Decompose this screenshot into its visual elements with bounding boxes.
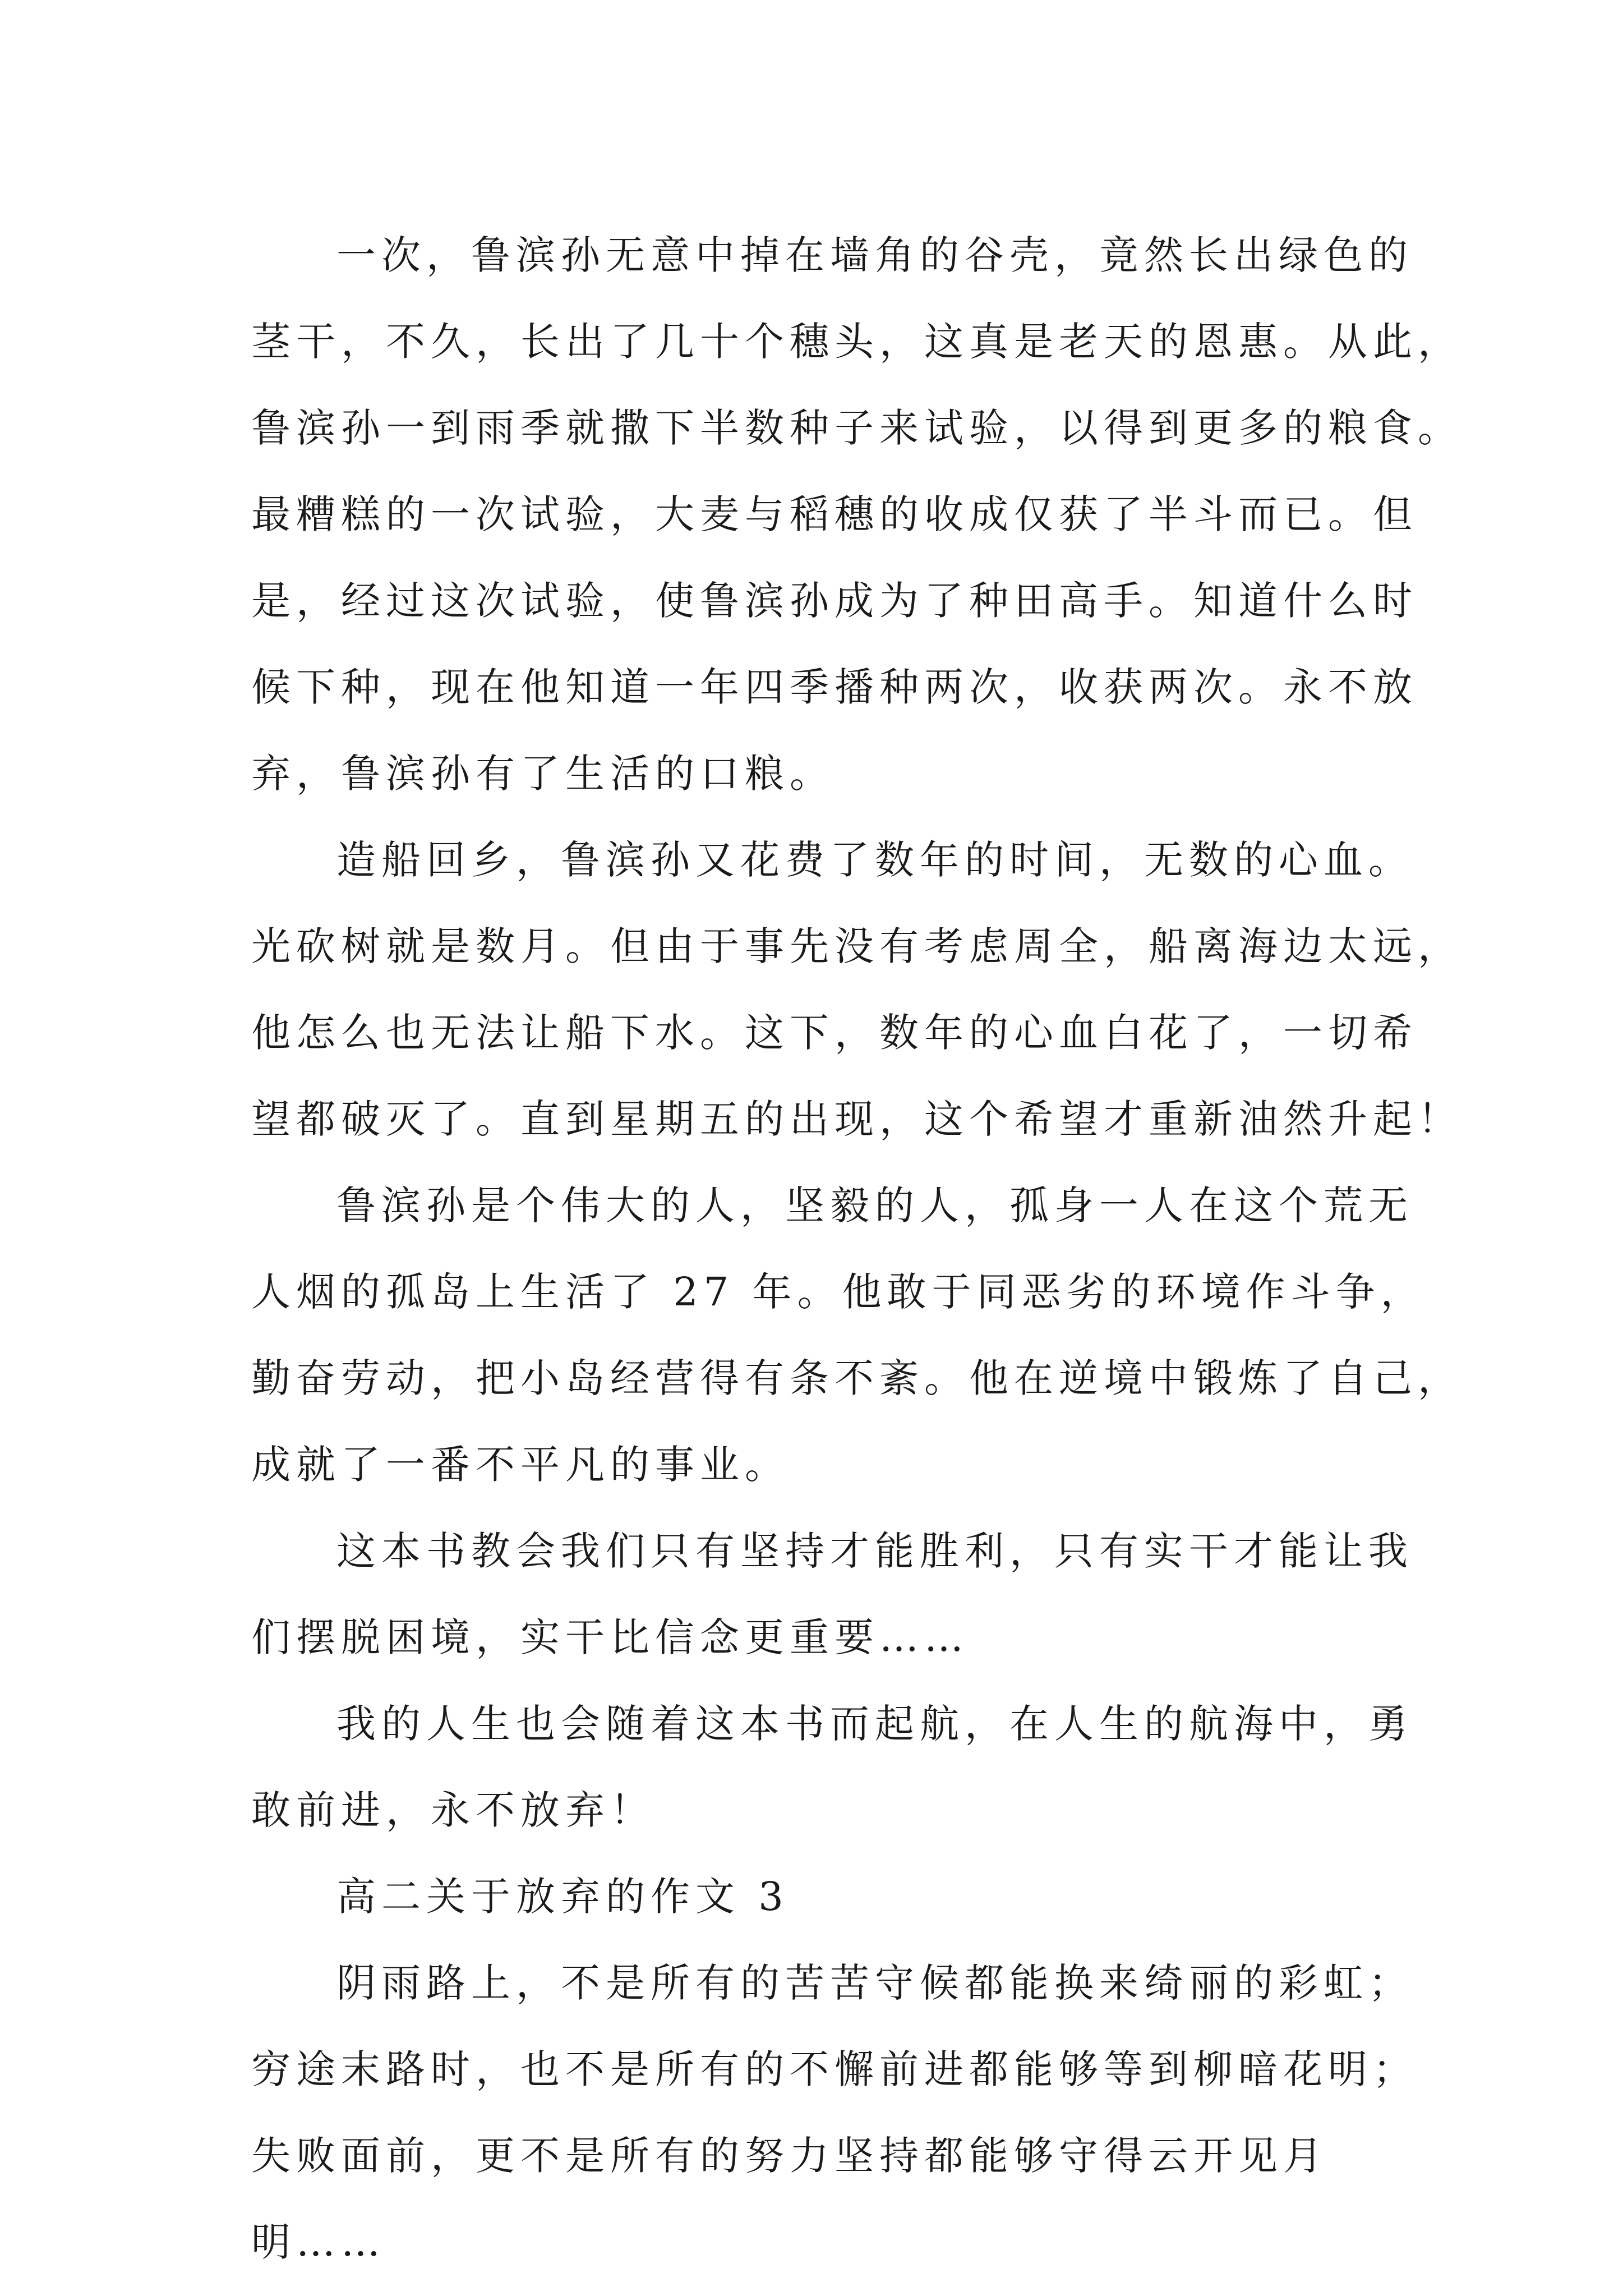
text-line: 明…… bbox=[251, 2219, 386, 2265]
text-line: 敢前进，永不放弃！ bbox=[251, 1787, 655, 1833]
document-body bbox=[251, 212, 1463, 2285]
text-line: 茎干，不久，长出了几十个穗头，这真是老天的恩惠。从此， bbox=[251, 319, 1463, 365]
text-line: 一次，鲁滨孙无意中掉在墙角的谷壳，竟然长出绿色的 bbox=[336, 232, 1413, 278]
text-line: 人烟的孤岛上生活了 27 年。他敢于同恶劣的环境作斗争， bbox=[251, 1269, 1426, 1315]
text-line: 我的人生也会随着这本书而起航，在人生的航海中，勇 bbox=[336, 1701, 1413, 1747]
text-line: 鲁滨孙是个伟大的人，坚毅的人，孤身一人在这个荒无 bbox=[336, 1182, 1413, 1228]
paragraph-6 bbox=[251, 1940, 1418, 2285]
text-line: 成就了一番不平凡的事业。 bbox=[251, 1442, 790, 1488]
text-line: 们摆脱困境，实干比信念更重要…… bbox=[251, 1614, 969, 1660]
section-heading bbox=[251, 1853, 1418, 1940]
text-line: 他怎么也无法让船下水。这下，数年的心血白花了，一切希 bbox=[251, 1010, 1418, 1056]
paragraph-1 bbox=[251, 212, 1463, 817]
text-line: 候下种，现在他知道一年四季播种两次，收获两次。永不放 bbox=[251, 664, 1418, 710]
paragraph-3 bbox=[251, 1162, 1463, 1508]
text-line: 光砍树就是数月。但由于事先没有考虑周全，船离海边太远， bbox=[251, 923, 1463, 969]
text-line: 望都破灭了。直到星期五的出现，这个希望才重新油然升起！ bbox=[251, 1096, 1463, 1142]
heading-line: 高二关于放弃的作文 3 bbox=[336, 1874, 789, 1920]
text-line: 勤奋劳动，把小岛经营得有条不紊。他在逆境中锻炼了自己， bbox=[251, 1355, 1463, 1401]
text-line: 是，经过这次试验，使鲁滨孙成为了种田高手。知道什么时 bbox=[251, 578, 1418, 624]
text-line: 弃，鲁滨孙有了生活的口粮。 bbox=[251, 751, 834, 797]
paragraph-5 bbox=[251, 1681, 1418, 1853]
text-line: 鲁滨孙一到雨季就撒下半数种子来试验，以得到更多的粮食。 bbox=[251, 405, 1463, 451]
text-line: 这本书教会我们只有坚持才能胜利，只有实干才能让我 bbox=[336, 1528, 1413, 1574]
text-line: 造船回乡，鲁滨孙又花费了数年的时间，无数的心血。 bbox=[336, 837, 1413, 883]
text-line: 穷途末路时，也不是所有的不懈前进都能够等到柳暗花明； bbox=[251, 2046, 1418, 2092]
text-line: 失败面前，更不是所有的努力坚持都能够守得云开见月 bbox=[251, 2133, 1328, 2179]
text-line: 阴雨路上，不是所有的苦苦守候都能换来绮丽的彩虹； bbox=[336, 1960, 1413, 2006]
text-line: 最糟糕的一次试验，大麦与稻穗的收成仅获了半斗而已。但 bbox=[251, 491, 1418, 537]
paragraph-4 bbox=[251, 1508, 1418, 1681]
paragraph-2 bbox=[251, 817, 1463, 1162]
